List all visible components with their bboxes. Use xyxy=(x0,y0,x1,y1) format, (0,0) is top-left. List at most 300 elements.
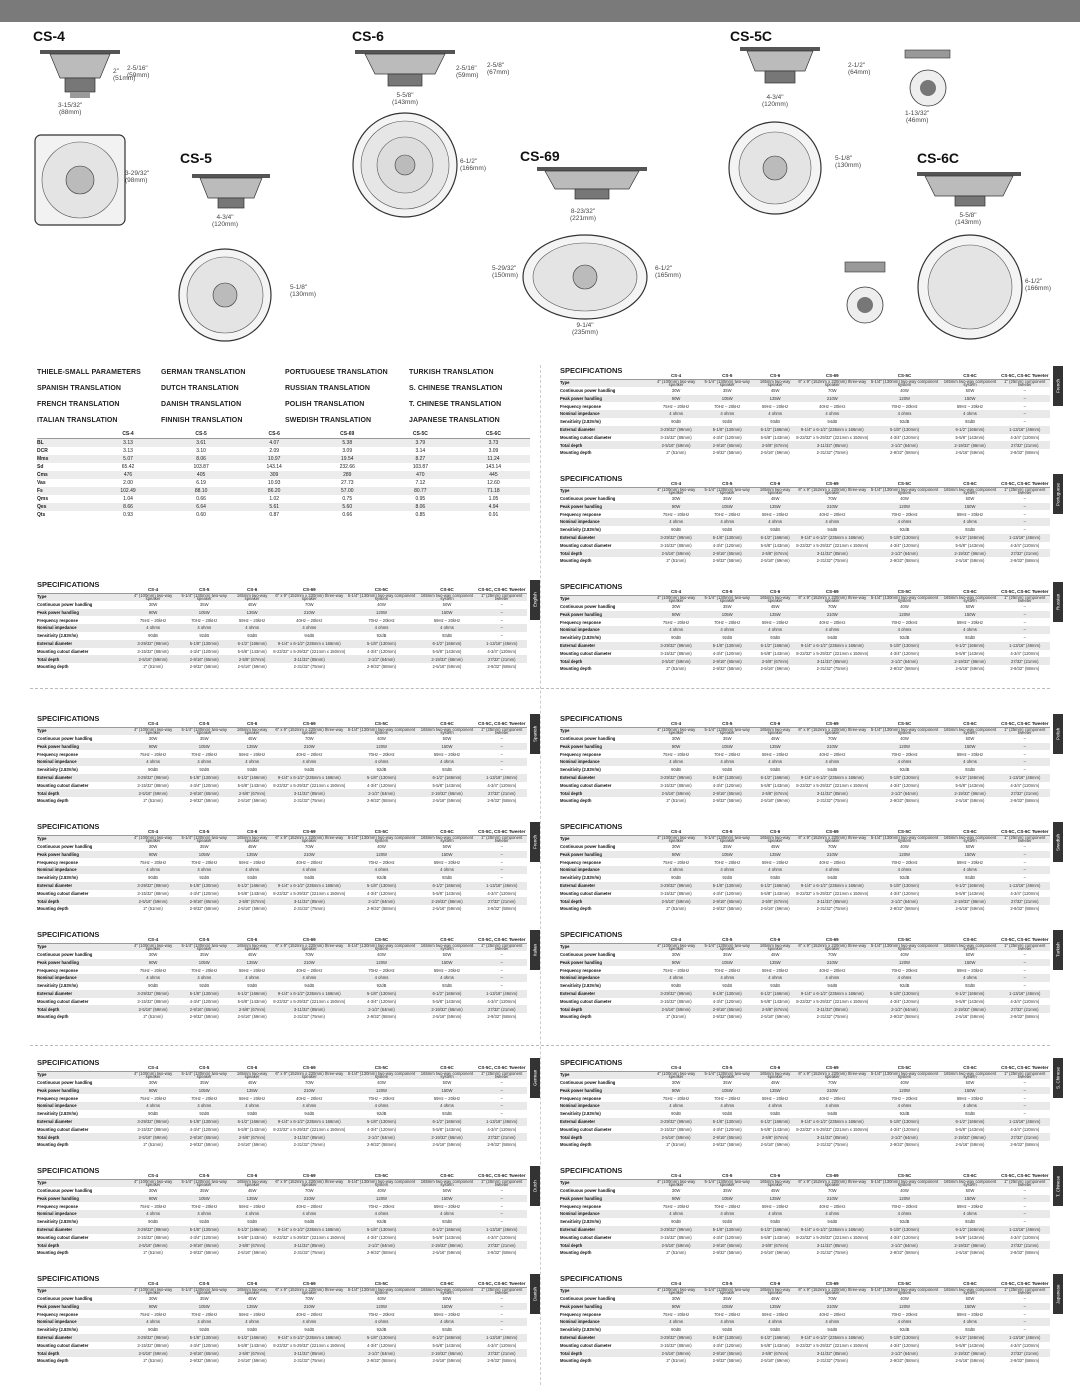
spec-cell: 120W xyxy=(346,1087,418,1095)
spec-row xyxy=(560,379,1050,387)
spec-cell: 30W xyxy=(671,1295,681,1301)
spec-header-cell: CS-69 xyxy=(273,720,346,727)
spec-cell: 70Hz – 20kHz xyxy=(368,1095,395,1101)
spec-cell: 27/32" (21mm) xyxy=(1000,1133,1050,1141)
spec-cell: 2-5/16" (59mm) xyxy=(652,441,700,449)
spec-cell: – xyxy=(1023,511,1026,517)
spec-cell: 9-1/4" x 6-1/2" (235mm x 166mm) xyxy=(796,882,869,890)
spec-cell: 4 ohms xyxy=(346,758,418,766)
spec-cell: 30W xyxy=(148,1187,158,1193)
spec-cell: 2-9/32" (58mm) xyxy=(712,558,742,564)
spec-cell: – xyxy=(1023,603,1026,609)
spec-cell: 4-3/4" (120mm) xyxy=(367,1234,396,1240)
spec-row xyxy=(560,897,1050,905)
spec-cell: 5-1/4" (130mm) two-way speaker xyxy=(700,1287,754,1295)
spec-cell: 120W xyxy=(869,1087,941,1095)
spec-cell: 70W xyxy=(304,1187,314,1193)
spec-cell: 1" (25mm) component tweeter xyxy=(1000,379,1050,387)
spec-cell: Total depth xyxy=(37,1349,129,1357)
spec-cell: 135W xyxy=(754,959,796,967)
cs5-depth-dim: 5-1/8" (130mm) xyxy=(290,284,317,298)
spec-cell: 5-1/8" (130mm) xyxy=(346,882,418,890)
spec-row xyxy=(37,640,527,648)
spec-header-cell: CS-6C xyxy=(940,480,999,487)
spec-cell: 30W xyxy=(671,1187,681,1193)
spec-cell: 4-3/4" (120mm) xyxy=(487,1342,517,1348)
spec-cell: Type xyxy=(37,727,129,735)
spec-cell: 3-29/32" (98mm) xyxy=(129,1226,177,1234)
spec-cell: 4" (100mm) two-way speaker xyxy=(129,727,177,735)
ts-cell: 11.24 xyxy=(457,455,530,463)
spec-cell: 2-9/16" (65mm) xyxy=(177,655,231,663)
spec-row xyxy=(37,743,527,751)
spec-cell: 2-5/16" (59mm) xyxy=(760,666,790,672)
spec-cell: 1" (25mm) component tweeter xyxy=(1000,1179,1050,1187)
spec-cell: – xyxy=(500,967,503,973)
spec-cell: 9-1/4" x 6-1/2" (235mm x 166mm) xyxy=(273,1226,346,1234)
specifications-block xyxy=(37,822,537,922)
spec-cell: – xyxy=(1023,1219,1026,1225)
spec-cell: Sensitivity (2.83V/m) xyxy=(37,633,78,639)
spec-cell: Type xyxy=(37,1287,129,1295)
spec-cell: 4-3/4" (120mm) xyxy=(1010,998,1040,1004)
spec-cell: 59Hz – 20kHz xyxy=(238,1311,266,1317)
spec-cell: 150W xyxy=(417,609,476,617)
cs5-front-drawing xyxy=(175,245,275,345)
spec-cell: 45W xyxy=(247,1079,257,1085)
spec-cell: 30W xyxy=(671,1079,681,1085)
spec-cell: 90dB xyxy=(148,767,158,773)
ts-cell: 1.04 xyxy=(123,495,133,502)
spec-cell: 3-11/32" (85mm) xyxy=(796,1349,869,1357)
spec-cell: Peak power handling xyxy=(560,395,652,403)
spec-cell: 40W xyxy=(377,843,386,849)
spec-cell: 5-5/8" (143mm) xyxy=(955,890,985,896)
spec-cell: 92dB xyxy=(199,1219,210,1225)
spec-cell: 4 ohms xyxy=(231,624,273,632)
ts-cell: Vas xyxy=(37,479,46,486)
spec-cell: External diameter xyxy=(37,1226,129,1234)
spec-cell: 2-5/16" (59mm) xyxy=(955,798,985,804)
spec-cell: Sensitivity (2.83V/m) xyxy=(560,1111,601,1117)
translation-label: SPANISH TRANSLATION xyxy=(37,384,122,392)
spec-cell: 3-11/32" (85mm) xyxy=(273,1241,346,1249)
spec-header-cell: CS-5C, CS-6C Tweeter xyxy=(478,720,526,726)
spec-cell: 35W xyxy=(199,1079,209,1085)
spec-cell: 4 ohms xyxy=(346,1210,418,1218)
spec-cell: – xyxy=(500,859,503,865)
spec-cell: 150W xyxy=(417,743,476,751)
spec-cell: 210W xyxy=(273,1195,346,1203)
spec-row xyxy=(560,387,1050,395)
spec-cell: 30W xyxy=(671,951,681,957)
spec-cell: 35W xyxy=(722,387,732,393)
spec-cell: 59Hz – 20kHz xyxy=(956,511,984,517)
spec-cell: 40W xyxy=(900,1295,909,1301)
spec-cell: 70Hz – 20kHz xyxy=(714,751,741,757)
spec-row xyxy=(560,959,1050,967)
spec-cell: Mounting cutout diameter xyxy=(37,890,89,896)
spec-cell: External diameter xyxy=(37,882,129,890)
spec-cell: 8-23/32" x 5-29/32" (221mm x 150mm) xyxy=(273,782,346,788)
spec-cell: 93dB xyxy=(770,767,781,773)
specifications-table xyxy=(37,1064,527,1149)
spec-cell: 4-3/4" (120mm) xyxy=(367,890,396,896)
spec-cell: – xyxy=(1000,1087,1050,1095)
spec-cell: 120W xyxy=(869,1195,941,1203)
spec-cell: 8-23/32" x 5-29/32" (221mm x 150mm) xyxy=(796,434,869,440)
spec-cell: 6" x 9" (152mm x 230mm) three-way speaker xyxy=(796,1071,869,1079)
spec-header-cell: CS-69 xyxy=(796,828,869,835)
spec-cell: 70W xyxy=(304,1079,314,1085)
spec-cell: 210W xyxy=(273,609,346,617)
spec-cell: 5-1/4" (130mm) two-way speaker xyxy=(700,379,754,387)
spec-cell: 90W xyxy=(129,609,177,617)
specifications-block xyxy=(560,822,1060,922)
cs6-front-drawing xyxy=(350,110,460,220)
spec-cell: 5-1/4" (130mm) two-way speaker xyxy=(700,487,754,495)
spec-header-cell xyxy=(560,588,652,595)
spec-cell: 6-1/2" (166mm) xyxy=(940,534,999,542)
spec-row xyxy=(37,835,527,843)
translation-label: SWEDISH TRANSLATION xyxy=(285,416,372,424)
spec-header-cell xyxy=(560,828,652,835)
translation-label: GERMAN TRANSLATION xyxy=(161,368,246,376)
spec-row xyxy=(560,1133,1050,1141)
spec-cell: 2-1/2" (64mm) xyxy=(869,657,941,665)
spec-row xyxy=(37,1310,527,1318)
spec-cell: 5-1/8" (130mm) xyxy=(177,990,231,998)
ts-cell: 289 xyxy=(311,471,384,479)
spec-cell: 4 ohms xyxy=(652,626,700,634)
spec-row xyxy=(560,1349,1050,1357)
spec-cell: 5-1/8" (130mm) xyxy=(700,882,754,890)
spec-cell: 4" (100mm) two-way speaker xyxy=(652,1071,700,1079)
spec-cell: 9-1/4" x 6-1/2" (235mm x 166mm) xyxy=(796,1118,869,1126)
specifications-title: SPECIFICATIONS xyxy=(560,366,623,375)
spec-cell: – xyxy=(1000,1303,1050,1311)
ts-cell: Qts xyxy=(37,511,46,518)
spec-cell: 2-9/32" (58mm) xyxy=(487,798,517,804)
spec-cell: 135W xyxy=(231,959,273,967)
spec-cell: 2-5/16" (59mm) xyxy=(955,450,985,456)
spec-row xyxy=(560,665,1050,673)
spec-cell: 2-5/16" (59mm) xyxy=(760,1142,790,1148)
spec-cell: 2-9/32" (58mm) xyxy=(890,906,919,912)
spec-cell: 70W xyxy=(827,843,837,849)
spec-cell: 4 ohms xyxy=(273,1210,346,1218)
spec-cell: 70Hz – 20kHz xyxy=(714,859,741,865)
spec-cell: 165mm two-way component system xyxy=(940,1071,999,1079)
spec-cell: 5-1/4" (130mm) two-way speaker xyxy=(177,943,231,951)
spec-cell: 8-23/32" x 5-29/32" (221mm x 150mm) xyxy=(796,998,869,1004)
cs6-width-dim: 5-5/8" (143mm) xyxy=(392,92,419,106)
spec-cell: 45W xyxy=(247,1295,257,1301)
ts-cell: 3.61 xyxy=(165,439,238,447)
spec-cell: 4 ohms xyxy=(231,866,273,874)
spec-cell: – xyxy=(1023,967,1026,973)
spec-cell: 45W xyxy=(770,495,780,501)
spec-cell: 4-3/4" (120mm) xyxy=(1010,782,1040,788)
spec-cell: 5-5/8" (143mm) xyxy=(955,542,985,548)
specifications-title: SPECIFICATIONS xyxy=(37,1274,100,1283)
spec-row xyxy=(560,758,1050,766)
spec-cell: 59Hz – 20kHz xyxy=(238,751,266,757)
ts-cell: 0.87 xyxy=(269,511,280,518)
spec-cell: 59Hz – 20kHz xyxy=(956,1095,984,1101)
spec-cell: 2-5/8" (67mm) xyxy=(231,1133,273,1141)
spec-cell: 4 ohms xyxy=(796,758,869,766)
spec-cell: 6-1/2" (166mm) xyxy=(754,534,796,542)
spec-cell: 4 ohms xyxy=(129,1318,177,1326)
spec-cell: 4-3/4" (120mm) xyxy=(890,542,919,548)
spec-cell: 2-9/32" (58mm) xyxy=(367,798,396,804)
spec-cell: – xyxy=(500,601,503,607)
spec-cell: 1-13/16" (46mm) xyxy=(477,774,527,782)
spec-cell: 50W xyxy=(442,735,452,741)
spec-cell: 92dB xyxy=(899,419,910,425)
spec-cell: 165mm two-way component system xyxy=(940,595,999,603)
spec-cell: 2-5/16" (59mm) xyxy=(432,1014,462,1020)
spec-cell: 4 ohms xyxy=(700,518,754,526)
spec-cell: 2-9/32" (58mm) xyxy=(1010,450,1040,456)
cs6c-front-drawing xyxy=(915,232,1025,342)
spec-cell: 93dB xyxy=(442,633,452,639)
spec-cell: 4 ohms xyxy=(869,866,941,874)
spec-cell: 4-3/4" (120mm) xyxy=(890,998,919,1004)
spec-row xyxy=(560,518,1050,526)
ts-cell: 6.19 xyxy=(196,479,206,486)
spec-row xyxy=(560,410,1050,418)
spec-cell: 50W xyxy=(442,843,452,849)
spec-row xyxy=(37,1357,527,1365)
spec-cell: 92dB xyxy=(899,1219,910,1225)
spec-cell: 5-1/8" (130mm) xyxy=(177,1334,231,1342)
spec-header-cell: CS-5C xyxy=(346,1172,418,1179)
spec-cell: 9-1/4" x 6-1/2" (235mm x 166mm) xyxy=(796,642,869,650)
spec-cell: 165mm two-way speaker xyxy=(754,1071,796,1079)
spec-header-cell: CS-5C xyxy=(346,586,418,593)
spec-cell: 1" (25mm) component tweeter xyxy=(477,943,527,951)
spec-cell: – xyxy=(500,1295,503,1301)
spec-cell: Total depth xyxy=(37,897,129,905)
ts-cell: 3.10 xyxy=(196,447,206,454)
model-title-cs5: CS-5 xyxy=(180,150,212,166)
spec-cell: 2-31/32" (75mm) xyxy=(816,1250,848,1256)
spec-cell: – xyxy=(1000,503,1050,511)
spec-cell: 70Hz – 20kHz xyxy=(891,1203,918,1209)
spec-cell: Continuous power handling xyxy=(560,1079,616,1085)
spec-cell: 120W xyxy=(346,609,418,617)
spec-cell: Sensitivity (2.83V/m) xyxy=(560,1327,601,1333)
spec-cell: 90W xyxy=(129,959,177,967)
spec-cell: 2-5/16" (59mm) xyxy=(652,1005,700,1013)
spec-cell: 6-1/2" (166mm) xyxy=(417,990,476,998)
spec-cell: Frequency response xyxy=(560,511,601,517)
spec-cell: 1" (25mm) component tweeter xyxy=(477,727,527,735)
spec-cell: 5-5/8" (143mm) xyxy=(237,890,267,896)
spec-header-cell: CS-6C xyxy=(417,828,476,835)
spec-cell: 59Hz – 20kHz xyxy=(761,619,789,625)
spec-cell: 5-5/8" (143mm) xyxy=(760,1342,790,1348)
spec-row xyxy=(560,1087,1050,1095)
spec-header-cell: CS-6 xyxy=(754,480,796,487)
spec-header-cell: CS-6C xyxy=(940,828,999,835)
spec-cell: External diameter xyxy=(37,1118,129,1126)
spec-cell: 210W xyxy=(796,1195,869,1203)
specifications-block xyxy=(37,1274,537,1374)
spec-row xyxy=(560,434,1050,442)
ts-cell: 476 xyxy=(91,471,164,479)
ts-header-cell: CS-69 xyxy=(311,430,384,439)
spec-cell: 4-3/4" (120mm) xyxy=(890,650,919,656)
ts-cell: 0.91 xyxy=(488,511,499,518)
spec-cell: 40W xyxy=(900,603,909,609)
spec-cell: 35W xyxy=(722,1295,732,1301)
spec-cell: 4-3/4" (120mm) xyxy=(890,1234,919,1240)
spec-cell: 70Hz – 20kHz xyxy=(191,859,218,865)
spec-header-cell: CS-5 xyxy=(700,1064,754,1071)
spec-cell: – xyxy=(1000,410,1050,418)
spec-cell: 3-15/32" (88mm) xyxy=(660,434,692,440)
cs6c-width-dim: 5-5/8" (143mm) xyxy=(955,212,982,226)
spec-cell: – xyxy=(1023,495,1026,501)
spec-cell: 165mm two-way component system xyxy=(417,1179,476,1187)
spec-cell: 3-29/32" (98mm) xyxy=(652,642,700,650)
spec-cell: 3-15/32" (88mm) xyxy=(660,542,692,548)
spec-cell: 27/32" (21mm) xyxy=(477,1349,527,1357)
spec-cell: 2-9/32" (58mm) xyxy=(890,666,919,672)
specifications-table xyxy=(560,936,1050,1021)
spec-header-cell: CS-6 xyxy=(231,586,273,593)
cs69-height-dim: 5-29/32" (150mm) xyxy=(492,265,519,279)
spec-cell: 5-1/4" (130mm) two-way speaker xyxy=(700,1179,754,1187)
spec-cell: 93dB xyxy=(965,419,975,425)
spec-cell: 70Hz – 20kHz xyxy=(191,967,218,973)
spec-cell: 4 ohms xyxy=(273,624,346,632)
spec-cell: 4 ohms xyxy=(417,1210,476,1218)
spec-cell: 165mm two-way component system xyxy=(417,593,476,601)
ts-cell: BL xyxy=(37,439,91,447)
spec-cell: 2-9/32" (58mm) xyxy=(890,798,919,804)
spec-row xyxy=(37,1005,527,1013)
specifications-block xyxy=(560,1274,1060,1374)
spec-cell: 150W xyxy=(940,611,999,619)
spec-row xyxy=(560,866,1050,874)
spec-cell: 70W xyxy=(304,601,314,607)
spec-cell: 2-5/8" (67mm) xyxy=(231,789,273,797)
spec-cell: Type xyxy=(560,595,652,603)
spec-cell: 2-5/8" (67mm) xyxy=(754,897,796,905)
spec-cell: 2-5/16" (59mm) xyxy=(237,906,267,912)
spec-cell: 94dB xyxy=(827,419,838,425)
spec-header-cell xyxy=(37,828,129,835)
spec-cell: 2-9/16" (65mm) xyxy=(700,657,754,665)
spec-header-cell: CS-6 xyxy=(754,1280,796,1287)
spec-cell: 165mm two-way speaker xyxy=(754,487,796,495)
spec-cell: 4 ohms xyxy=(231,1210,273,1218)
spec-cell: 59Hz – 20kHz xyxy=(433,859,461,865)
spec-header-cell: CS-6C xyxy=(417,1172,476,1179)
spec-cell: 2-5/16" (59mm) xyxy=(955,666,985,672)
spec-header-cell: CS-6 xyxy=(231,720,273,727)
spec-cell: 94dB xyxy=(304,875,315,881)
spec-cell: 92dB xyxy=(899,1111,910,1117)
spec-row xyxy=(37,1071,527,1079)
ts-cell: 86.20 xyxy=(238,487,311,495)
spec-cell: 70W xyxy=(304,951,314,957)
spec-cell: Frequency response xyxy=(37,1311,78,1317)
spec-cell: 2-9/32" (58mm) xyxy=(189,664,219,670)
spec-header-cell: CS-5C, CS-6C Tweeter xyxy=(1001,588,1049,594)
spec-cell: Total depth xyxy=(560,549,652,557)
spec-header-cell xyxy=(560,480,652,487)
spec-cell: 6-1/2" (166mm) xyxy=(940,426,999,434)
spec-cell: 3-11/32" (85mm) xyxy=(273,1005,346,1013)
spec-cell: 165mm two-way speaker xyxy=(231,943,273,951)
spec-cell: 5-5/8" (143mm) xyxy=(432,1234,462,1240)
spec-cell: 5-5/8" (143mm) xyxy=(955,434,985,440)
translation-row xyxy=(37,396,537,412)
spec-cell: 93dB xyxy=(770,635,781,641)
spec-cell: 2-9/16" (65mm) xyxy=(700,789,754,797)
spec-cell: 4 ohms xyxy=(869,1210,941,1218)
spec-cell: 2-9/32" (58mm) xyxy=(890,1250,919,1256)
spec-cell: 4 ohms xyxy=(754,974,796,982)
spec-row xyxy=(560,990,1050,998)
spec-cell: 2-9/32" (58mm) xyxy=(890,1014,919,1020)
spec-cell: Frequency response xyxy=(560,619,601,625)
spec-cell: Mounting cutout diameter xyxy=(560,1126,612,1132)
ts-cell: Qes xyxy=(37,503,91,511)
spec-cell: – xyxy=(1000,851,1050,859)
spec-row xyxy=(560,966,1050,974)
spec-cell: 2-31/32" (75mm) xyxy=(816,558,848,564)
cs69-side-drawing xyxy=(535,165,650,207)
spec-row xyxy=(37,1102,527,1110)
spec-cell: 5-1/8" (130mm) xyxy=(177,882,231,890)
model-title-cs5c: CS-5C xyxy=(730,28,773,44)
spec-cell: – xyxy=(500,751,503,757)
spec-cell: 2" (51mm) xyxy=(143,664,163,670)
spec-row xyxy=(37,858,527,866)
spec-cell: 2-5/16" (59mm) xyxy=(432,664,462,670)
specifications-title: SPECIFICATIONS xyxy=(37,714,100,723)
spec-cell: 4-3/4" (120mm) xyxy=(1010,1126,1040,1132)
ts-cell: 4.94 xyxy=(457,503,530,511)
spec-row xyxy=(560,1126,1050,1134)
translation-label: S. CHINESE TRANSLATION xyxy=(409,384,503,392)
ts-row xyxy=(37,439,530,447)
spec-cell: 35W xyxy=(722,843,732,849)
spec-header-cell: CS-5C xyxy=(869,1064,941,1071)
spec-row xyxy=(37,866,527,874)
spec-row xyxy=(37,1295,527,1303)
spec-cell: 165mm two-way speaker xyxy=(754,1287,796,1295)
spec-cell: 50W xyxy=(965,603,975,609)
spec-cell: 3-11/32" (85mm) xyxy=(273,655,346,663)
specifications-block xyxy=(560,930,1060,1030)
spec-cell: 93dB xyxy=(770,1111,781,1117)
spec-cell: Sensitivity (2.83V/m) xyxy=(560,527,601,533)
spec-cell: Type xyxy=(37,593,129,601)
spec-cell: 2-19/32" (66mm) xyxy=(417,789,476,797)
specifications-title: SPECIFICATIONS xyxy=(37,822,100,831)
spec-cell: 35W xyxy=(199,951,209,957)
spec-cell: 4" (100mm) two-way speaker xyxy=(129,593,177,601)
spec-header-cell: CS-69 xyxy=(273,828,346,835)
specifications-table xyxy=(560,1064,1050,1149)
